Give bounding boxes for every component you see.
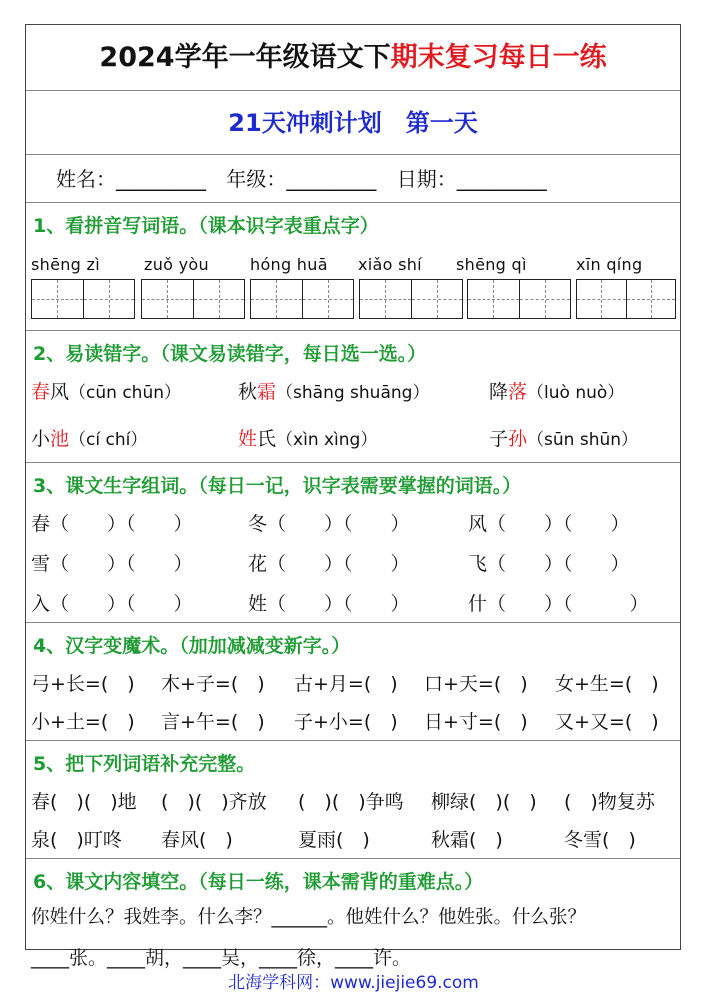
word-group-item[interactable]: 飞（ ）（ ） xyxy=(468,553,630,575)
word-group-item[interactable]: 风（ ）（ ） xyxy=(468,513,630,535)
pinyin-word: xiǎo shí xyxy=(358,255,422,274)
writing-grid[interactable] xyxy=(467,279,571,319)
name-field[interactable]: 姓名：_________ xyxy=(56,167,206,191)
word-group-item[interactable]: 雪（ ）（ ） xyxy=(31,553,193,575)
pinyin-word: hóng huā xyxy=(250,255,328,274)
writing-grid[interactable] xyxy=(250,279,354,319)
writing-grid[interactable] xyxy=(31,279,135,319)
pinyin-word: zuǒ yòu xyxy=(144,255,209,274)
character-puzzle[interactable]: 言+午=( ) xyxy=(161,711,265,733)
idiom-item[interactable]: ( )( )争鸣 xyxy=(298,791,404,813)
character-puzzle[interactable]: 日+寸=( ) xyxy=(424,711,528,733)
title-black: 2024学年一年级语文下 xyxy=(99,42,391,73)
idiom-item[interactable]: ( )( )齐放 xyxy=(161,791,267,813)
pronunciation-item: 小池（cí chí） xyxy=(31,428,148,450)
idiom-item[interactable]: 柳绿( )( ) xyxy=(431,791,537,813)
word-group-item[interactable]: 什（ ）（ ） xyxy=(468,593,649,615)
footer-website[interactable]: 北海学科网：www.jiejie69.com xyxy=(228,973,479,993)
worksheet-subtitle: 21天冲刺计划 第一天 xyxy=(26,91,680,155)
character-puzzle[interactable]: 弓+长=( ) xyxy=(31,673,135,695)
pinyin-word: shēng zì xyxy=(31,255,100,274)
writing-grid[interactable] xyxy=(576,279,676,319)
section-4 xyxy=(26,623,680,741)
section-5-title: 5、把下列词语补充完整。 xyxy=(33,753,256,775)
character-puzzle[interactable]: 小+土=( ) xyxy=(31,711,135,733)
fill-in-line[interactable]: ____张。____胡，____吴，____徐，____许。 xyxy=(31,947,412,969)
pronunciation-item: 秋霜（shāng shuāng） xyxy=(238,381,430,403)
section-3 xyxy=(26,463,680,623)
idiom-item[interactable]: 春风( ) xyxy=(161,829,233,851)
idiom-item[interactable]: ( )物复苏 xyxy=(564,791,655,813)
section-3-title: 3、课文生字组词。（每日一记，识字表需要掌握的词语。） xyxy=(33,475,522,497)
student-info-row xyxy=(26,155,680,203)
idiom-item[interactable]: 夏雨( ) xyxy=(298,829,370,851)
word-group-item[interactable]: 花（ ）（ ） xyxy=(248,553,410,575)
word-group-item[interactable]: 春（ ）（ ） xyxy=(31,513,193,535)
word-group-item[interactable]: 姓（ ）（ ） xyxy=(248,593,410,615)
character-puzzle[interactable]: 木+子=( ) xyxy=(161,673,265,695)
section-6-title: 6、课文内容填空。（每日一练，课本需背的重难点。） xyxy=(33,871,484,893)
title-red: 期末复习每日一练 xyxy=(390,42,607,73)
character-puzzle[interactable]: 子+小=( ) xyxy=(294,711,398,733)
grade-field[interactable]: 年级：_________ xyxy=(226,167,377,191)
section-1-title: 1、看拼音写词语。（课本识字表重点字） xyxy=(33,215,379,237)
idiom-item[interactable]: 春( )( )地 xyxy=(31,791,137,813)
pronunciation-item: 子孙（sūn shūn） xyxy=(489,428,639,450)
pronunciation-item: 降落（luò nuò） xyxy=(489,381,625,403)
idiom-item[interactable]: 泉( )叮咚 xyxy=(31,829,122,851)
section-2 xyxy=(26,331,680,463)
pinyin-word: xīn qíng xyxy=(576,255,643,274)
character-puzzle[interactable]: 又+又=( ) xyxy=(555,711,659,733)
worksheet xyxy=(25,24,681,969)
writing-grid[interactable] xyxy=(141,279,245,319)
character-puzzle[interactable]: 古+月=( ) xyxy=(294,673,398,695)
section-5 xyxy=(26,741,680,859)
pronunciation-item: 姓氏（xìn xìng） xyxy=(238,428,378,450)
section-2-title: 2、易读错字。（课文易读错字，每日选一选。） xyxy=(33,343,427,365)
writing-grid[interactable] xyxy=(359,279,463,319)
word-group-item[interactable]: 冬（ ）（ ） xyxy=(248,513,410,535)
date-field[interactable]: 日期：_________ xyxy=(396,167,547,191)
worksheet-title xyxy=(26,25,680,91)
section-6 xyxy=(26,859,680,969)
fill-in-line[interactable]: 你姓什么？我姓李。什么李？______。他姓什么？他姓张。什么张？ xyxy=(31,907,587,928)
section-4-title: 4、汉字变魔术。（加加减减变新字。） xyxy=(33,635,351,657)
idiom-item[interactable]: 冬雪( ) xyxy=(564,829,636,851)
section-1 xyxy=(26,203,680,331)
character-puzzle[interactable]: 口+天=( ) xyxy=(424,673,528,695)
pronunciation-item: 春风（cūn chūn） xyxy=(31,381,182,403)
word-group-item[interactable]: 入（ ）（ ） xyxy=(31,593,193,615)
idiom-item[interactable]: 秋霜( ) xyxy=(431,829,503,851)
pinyin-word: shēng qì xyxy=(456,255,527,274)
character-puzzle[interactable]: 女+生=( ) xyxy=(555,673,659,695)
